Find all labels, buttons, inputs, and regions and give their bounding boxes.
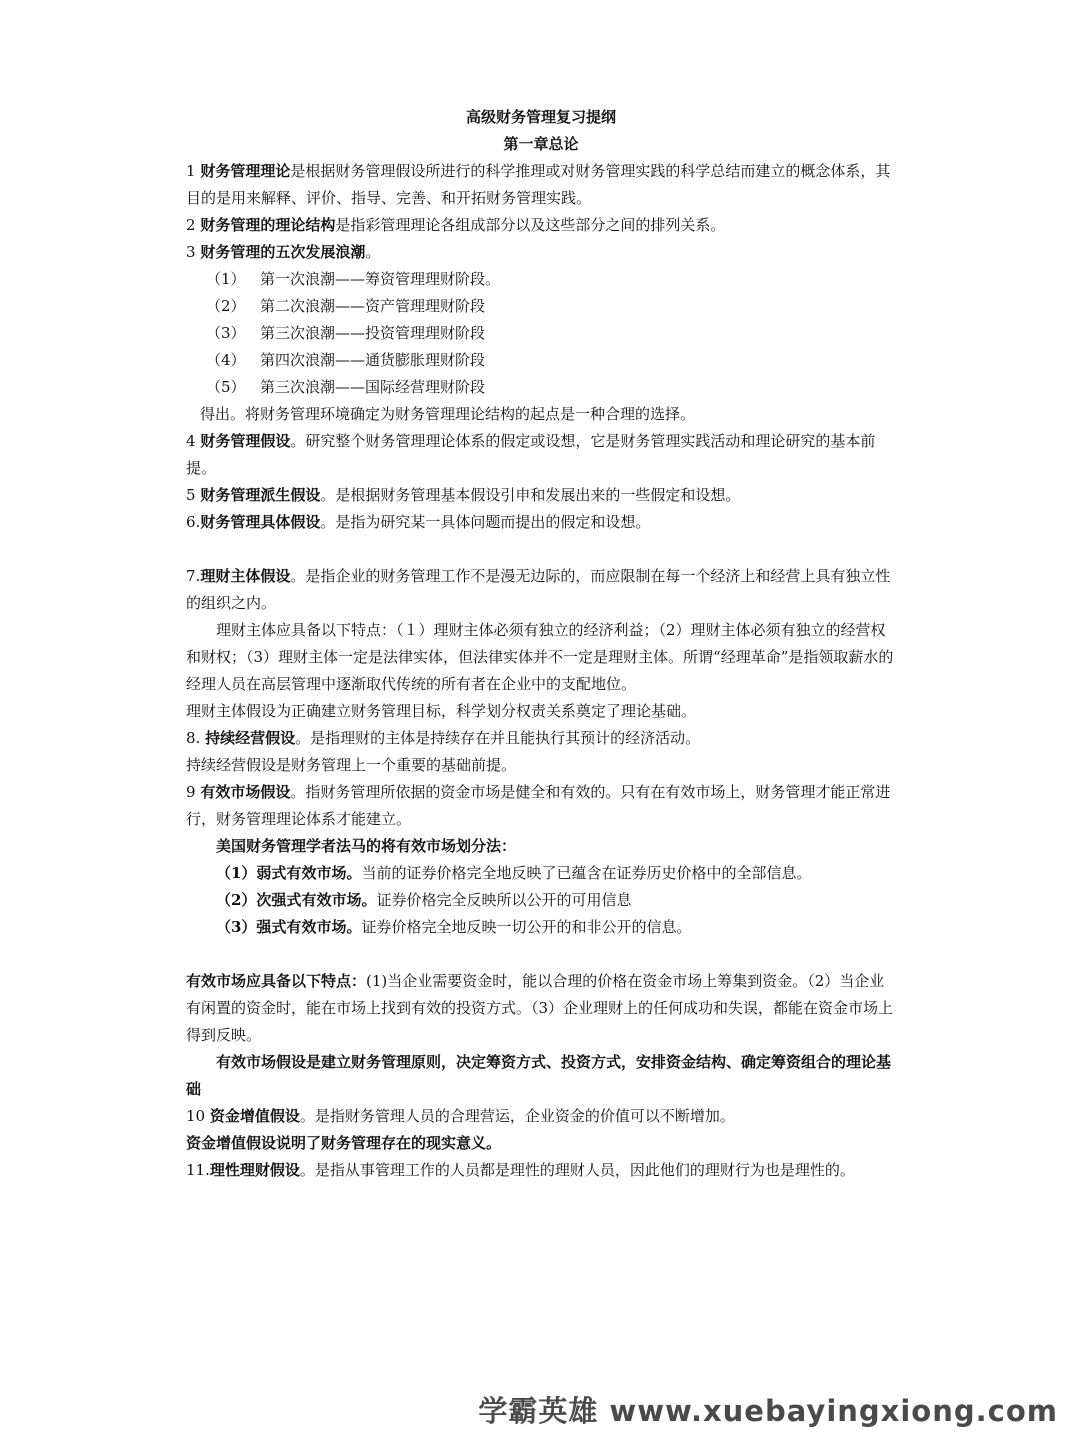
watermark: 学霸英雄 www.xuebayingxiong.com <box>478 1394 1058 1428</box>
section-9-term: 有效市场假设 <box>200 783 291 801</box>
section-6-term: 财务管理具体假设 <box>200 513 321 531</box>
section-3: 3 财务管理的五次发展浪潮。 <box>186 243 381 261</box>
wave-item: （1） 第一次浪潮——筹资管理理财阶段。 <box>206 270 501 288</box>
market-item: （1）弱式有效市场。当前的证券价格完全地反映了已蕴含在证券历史价格中的全部信息。 <box>216 864 812 882</box>
fama-heading: 美国财务管理学者法马的将有效市场划分法： <box>216 837 517 855</box>
section-4: 4 财务管理假设。研究整个财务管理理论体系的假定或设想，它是财务管理实践活动和理论研究的基本前提。 <box>186 432 876 477</box>
section-7-term: 理财主体假设 <box>200 567 291 585</box>
section-7: 7.理财主体假设。是指企业的财务管理工作不是漫无边际的，而应限制在每一个经济上和经营上具有独立性的组织之内。 <box>186 567 891 612</box>
section-11-term: 理性理财假设 <box>209 1161 300 1179</box>
wave-item: （4） 第四次浪潮——通货膨胀理财阶段 <box>206 351 486 369</box>
conclusion: 得出。将财务管理环境确定为财务管理理论结构的起点是一种合理的选择。 <box>200 405 696 423</box>
section-1-term: 财务管理理论 <box>200 162 291 180</box>
section-8-note: 持续经营假设是财务管理上一个重要的基础前提。 <box>186 756 517 774</box>
spacer <box>186 941 896 968</box>
section-10: 10 资金增值假设。是指财务管理人员的合理营运，企业资金的价值可以不断增加。 <box>186 1107 735 1125</box>
section-5-term: 财务管理派生假设 <box>200 486 321 504</box>
market-item: （2）次强式有效市场。证券价格完全反映所以公开的可用信息 <box>216 891 632 909</box>
efficient-market-basis: 有效市场假设是建立财务管理原则，决定筹资方式、投资方式，安排资金结构、确定筹资组合的理论基础 <box>186 1053 892 1098</box>
section-8-term: 持续经营假设 <box>205 729 296 747</box>
wave-item: （5） 第三次浪潮——国际经营理财阶段 <box>206 378 486 396</box>
spacer <box>186 536 896 563</box>
section-3-term: 财务管理的五次发展浪潮 <box>200 243 366 261</box>
section-10-term: 资金增值假设 <box>209 1107 300 1125</box>
wave-item: （2） 第二次浪潮——资产管理理财阶段 <box>206 297 486 315</box>
section-1: 1 财务管理理论是根据财务管理假设所进行的科学推理或对财务管理实践的科学总结而建立的概念体系，其目的是用来解释、评价、指导、完善、和开拓财务管理实践。 <box>186 162 891 207</box>
section-7-features: 理财主体应具备以下特点：（１）理财主体必须有独立的经济利益；（2）理财主体必须有独立的经营权和财权；（3）理财主体一定是法律实体，但法律实体并不一定是理财主体。所谓“经理革命”是指领取薪水的经理人员在高层管理中逐渐取代传统的所有者在企业中的支配地位。 <box>186 621 894 693</box>
section-8: 8. 持续经营假设。是指理财的主体是持续存在并且能执行其预计的经济活动。 <box>186 729 701 747</box>
chapter-title: 第一章总论 <box>503 135 579 153</box>
document-page <box>186 104 896 1184</box>
section-5: 5 财务管理派生假设。是根据财务管理基本假设引申和发展出来的一些假定和设想。 <box>186 486 741 504</box>
section-10-note: 资金增值假设说明了财务管理存在的现实意义。 <box>186 1134 502 1152</box>
section-2: 2 财务管理的理论结构是指彩管理理论各组成部分以及这些部分之间的排列关系。 <box>186 216 726 234</box>
section-7-foundation: 理财主体假设为正确建立财务管理目标，科学划分权责关系奠定了理论基础。 <box>186 702 697 720</box>
efficient-market-features: 有效市场应具备以下特点：(1)当企业需要资金时，能以合理的价格在资金市场上筹集到资金。（2）当企业有闲置的资金时，能在市场上找到有效的投资方式。（3）企业理财上的任何成功和失误，都能在资金市场上得到反映。 <box>186 972 894 1044</box>
section-6: 6.财务管理具体假设。是指为研究某一具体问题而提出的假定和设想。 <box>186 513 651 531</box>
market-item: （3）强式有效市场。证券价格完全地反映一切公开的和非公开的信息。 <box>216 918 692 936</box>
section-11: 11.理性理财假设。是指从事管理工作的人员都是理性的理财人员，因此他们的理财行为也是理性的。 <box>186 1161 855 1179</box>
section-9: 9 有效市场假设。指财务管理所依据的资金市场是健全和有效的。只有在有效市场上，财务管理才能正常进行，财务管理理论体系才能建立。 <box>186 783 891 828</box>
wave-item: （3） 第三次浪潮——投资管理理财阶段 <box>206 324 486 342</box>
section-4-term: 财务管理假设 <box>200 432 291 450</box>
section-2-term: 财务管理的理论结构 <box>200 216 336 234</box>
document-title: 高级财务管理复习提纲 <box>465 108 616 126</box>
